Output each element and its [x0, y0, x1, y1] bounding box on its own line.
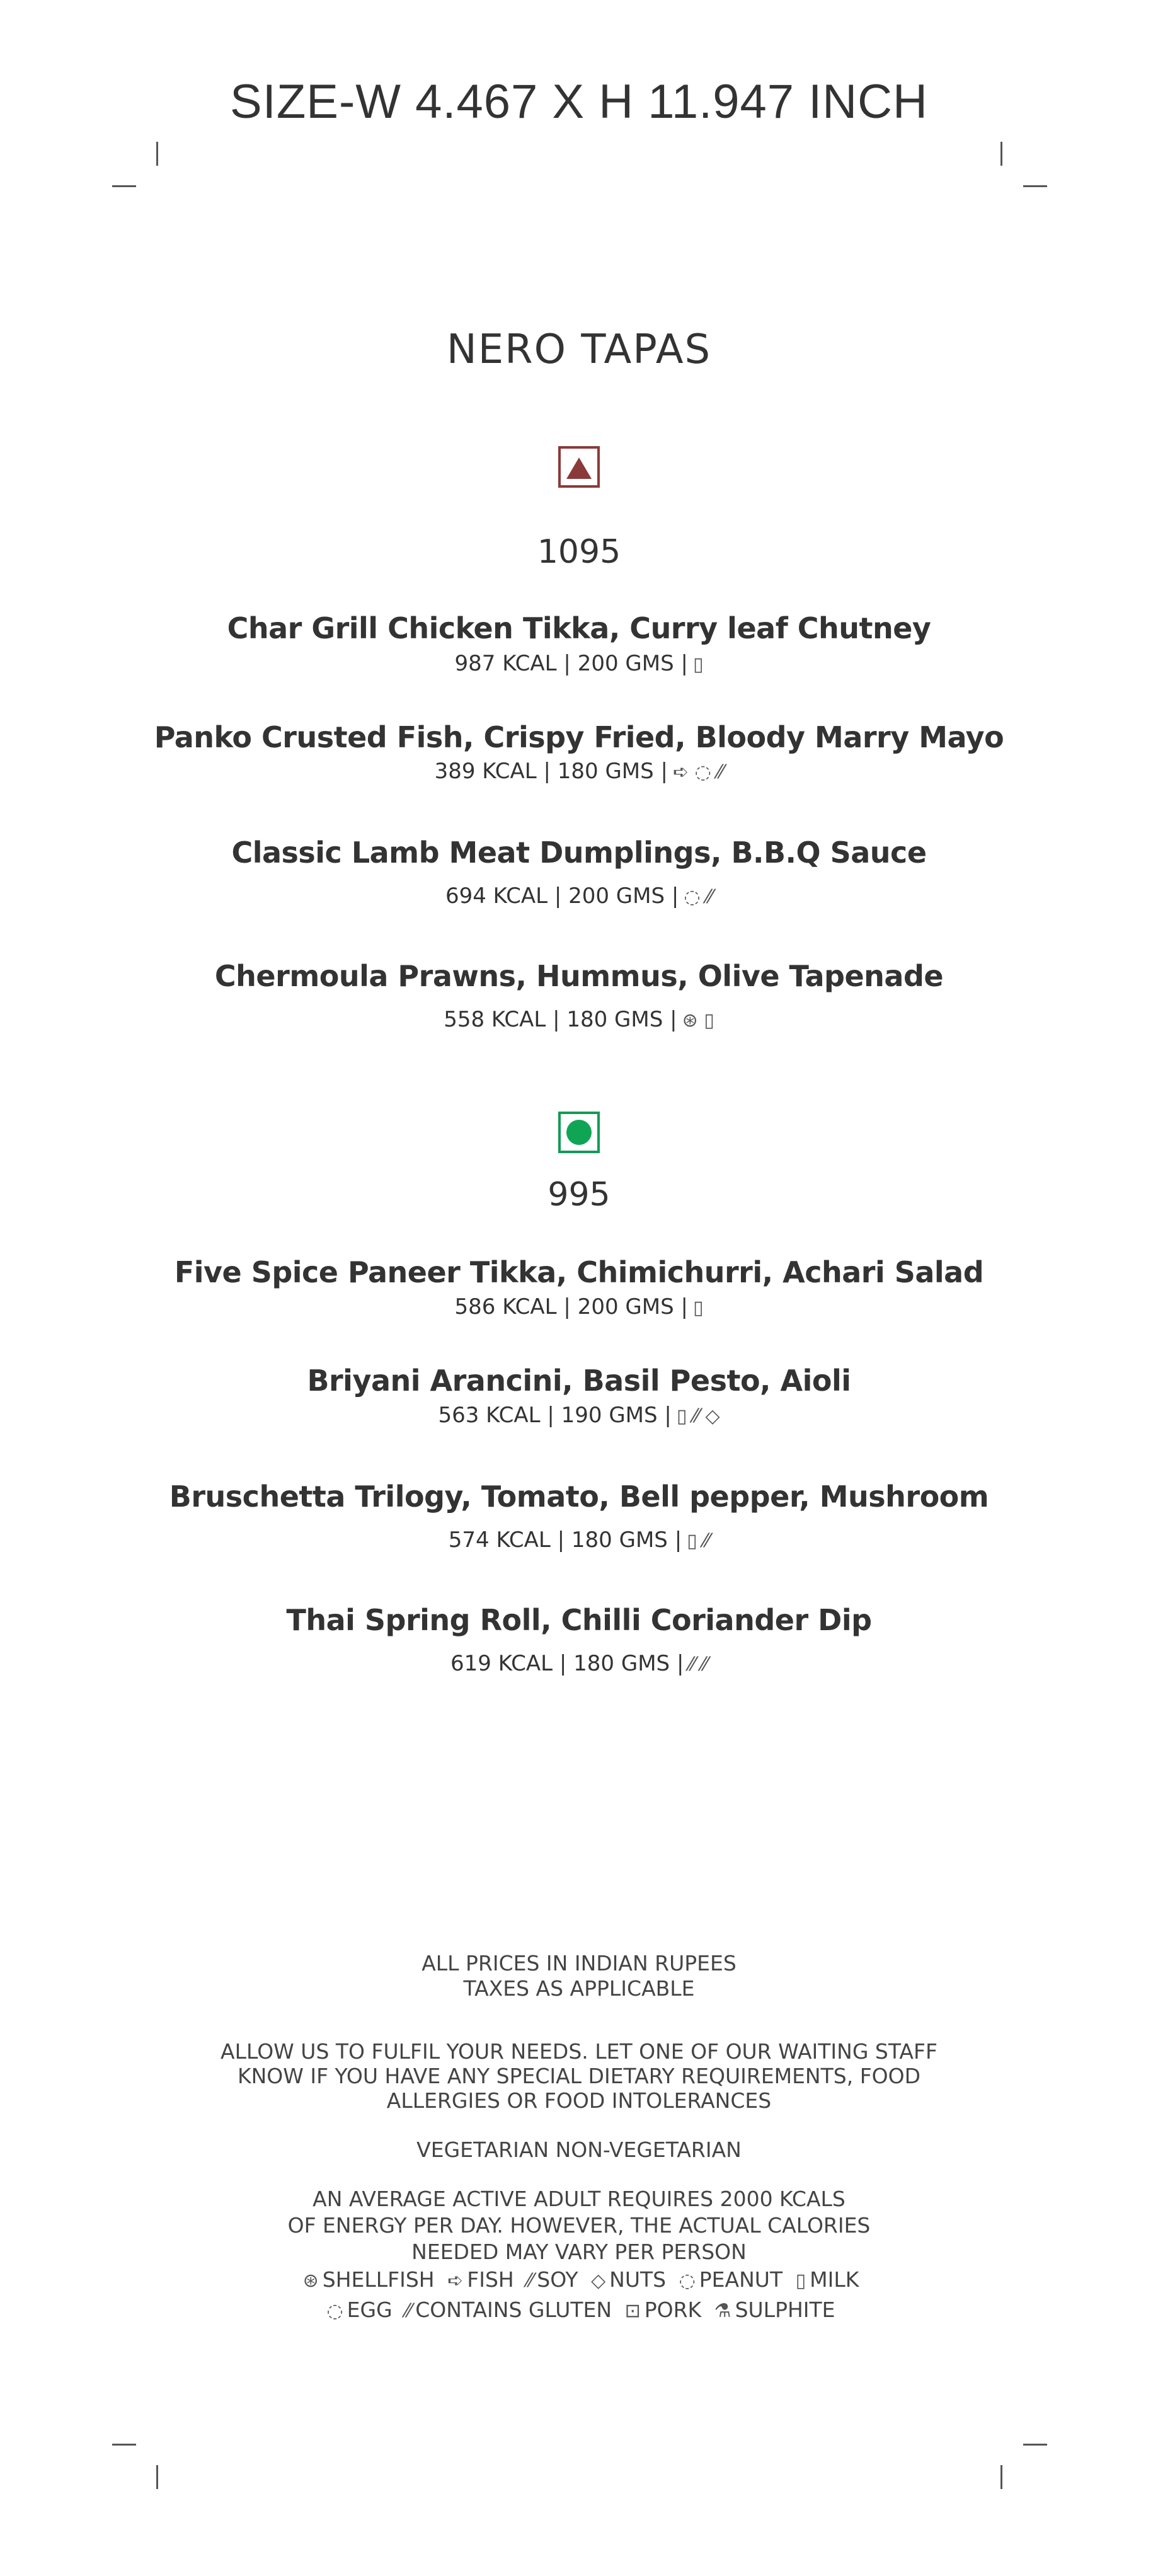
- section-price-nonveg: 1095: [537, 533, 621, 571]
- gluten-icon: ⁄⁄: [405, 2300, 412, 2322]
- dish-name: Panko Crusted Fish, Crispy Fried, Bloody Marry Mayo: [154, 720, 1004, 754]
- legend-label: PORK: [644, 2297, 702, 2322]
- allergen-icons: ▯: [692, 653, 704, 676]
- legend-label: FISH: [467, 2267, 514, 2292]
- dish-kcal-weight: 389 KCAL | 180 GMS |: [434, 759, 668, 784]
- legend-label: PEANUT: [699, 2267, 783, 2292]
- crop-mark-top-right-v: [1000, 142, 1002, 166]
- dish-meta: [0, 1294, 1158, 1320]
- dish-name: Five Spice Paneer Tikka, Chimichurri, Achari Salad: [174, 1255, 984, 1289]
- vegetarian-marker-icon: [558, 1112, 600, 1153]
- dish-meta: [0, 883, 1158, 909]
- dish-name: Bruschetta Trilogy, Tomato, Bell pepper, Mushroom: [169, 1480, 989, 1514]
- dish-meta: [0, 1403, 1158, 1428]
- egg-icon: ◌: [326, 2300, 343, 2322]
- legend-label: SULPHITE: [735, 2297, 835, 2322]
- legend-label: NUTS: [609, 2267, 667, 2292]
- shellfish-icon: ⊛: [302, 2270, 319, 2292]
- soy-icon: ⁄⁄: [527, 2270, 534, 2292]
- dish-name: Char Grill Chicken Tikka, Curry leaf Chutney: [227, 611, 931, 645]
- dish-name: Chermoula Prawns, Hummus, Olive Tapenade: [214, 959, 944, 993]
- dish-name: Briyani Arancini, Basil Pesto, Aioli: [307, 1364, 851, 1398]
- dish-kcal-weight: 694 KCAL | 200 GMS |: [445, 883, 679, 909]
- footer-kcal-line: OF ENERGY PER DAY. HOWEVER, THE ACTUAL CALORIES: [287, 2213, 871, 2238]
- legend-label: EGG: [347, 2297, 393, 2322]
- dish-kcal-weight: 558 KCAL | 180 GMS |: [444, 1007, 677, 1032]
- dish-kcal-weight: 563 KCAL | 190 GMS |: [438, 1403, 672, 1428]
- fish-icon: ➪: [447, 2270, 464, 2292]
- milk-icon: ▯: [795, 2270, 806, 2292]
- footer-allow-line: ALLOW US TO FULFIL YOUR NEEDS. LET ONE OF OUR WAITING STAFF: [221, 2039, 937, 2064]
- dish-kcal-weight: 987 KCAL | 200 GMS |: [454, 651, 688, 676]
- footer-allow-line: ALLERGIES OR FOOD INTOLERANCES: [386, 2088, 772, 2113]
- footer-kcal-line: AN AVERAGE ACTIVE ADULT REQUIRES 2000 KCALS: [312, 2187, 846, 2211]
- dish-name: Thai Spring Roll, Chilli Coriander Dip: [286, 1603, 872, 1637]
- allergen-icons: ➪ ◌ ⁄⁄: [672, 761, 724, 783]
- crop-mark-top-left-v: [156, 142, 158, 166]
- allergen-icons: ▯ ⁄⁄: [687, 1530, 710, 1552]
- crop-mark-bottom-right-h: [1023, 2444, 1047, 2446]
- allergen-icons: ⁄⁄ ⁄⁄: [689, 1653, 708, 1676]
- pork-icon: ⊡: [624, 2300, 641, 2322]
- legend-label: CONTAINS GLUTEN: [415, 2297, 612, 2322]
- peanut-icon: ◌: [679, 2270, 696, 2292]
- legend-label: SOY: [537, 2267, 578, 2292]
- allergen-icons: ▯: [692, 1297, 704, 1319]
- footer-kcal-line: NEEDED MAY VARY PER PERSON: [411, 2240, 747, 2264]
- restaurant-name: NERO TAPAS: [446, 326, 712, 373]
- sulphite-icon: ⚗: [714, 2300, 731, 2322]
- footer-taxes-line: TAXES AS APPLICABLE: [463, 1976, 695, 2001]
- dish-kcal-weight: 586 KCAL | 200 GMS |: [454, 1294, 688, 1320]
- section-price-veg: 995: [547, 1176, 611, 1214]
- allergen-icons: ⊛ ▯: [682, 1009, 714, 1032]
- allergen-legend-row-2: [0, 2297, 1158, 2322]
- dish-meta: [0, 1651, 1158, 1676]
- legend-label: MILK: [810, 2267, 859, 2292]
- dish-meta: [0, 1007, 1158, 1032]
- size-title: SIZE-W 4.467 X H 11.947 INCH: [230, 75, 928, 129]
- dish-name: Classic Lamb Meat Dumplings, B.B.Q Sauce: [231, 836, 927, 870]
- legend-label: SHELLFISH: [322, 2267, 435, 2292]
- allergen-icons: ▯ ⁄⁄ ◇: [676, 1405, 720, 1427]
- allergen-icons: ◌ ⁄⁄: [684, 886, 713, 908]
- crop-mark-top-right-h: [1023, 185, 1047, 187]
- dish-meta: [0, 1527, 1158, 1553]
- footer-prices-line: ALL PRICES IN INDIAN RUPEES: [421, 1951, 737, 1975]
- footer-allow-line: KNOW IF YOU HAVE ANY SPECIAL DIETARY REQUIREMENTS, FOOD: [237, 2064, 921, 2088]
- nuts-icon: ◇: [591, 2270, 606, 2292]
- dish-meta: [0, 651, 1158, 676]
- crop-mark-top-left-h: [112, 185, 136, 187]
- crop-mark-bottom-left-v: [156, 2465, 158, 2489]
- allergen-legend-row-1: [0, 2267, 1158, 2292]
- non-vegetarian-marker-icon: [558, 446, 600, 488]
- dish-meta: [0, 759, 1158, 784]
- dish-kcal-weight: 574 KCAL | 180 GMS |: [448, 1527, 682, 1553]
- footer-veg-nonveg: VEGETARIAN NON-VEGETARIAN: [416, 2137, 742, 2162]
- crop-mark-bottom-right-v: [1000, 2465, 1002, 2489]
- dish-kcal-weight: 619 KCAL | 180 GMS |: [450, 1651, 684, 1676]
- crop-mark-bottom-left-h: [112, 2444, 136, 2446]
